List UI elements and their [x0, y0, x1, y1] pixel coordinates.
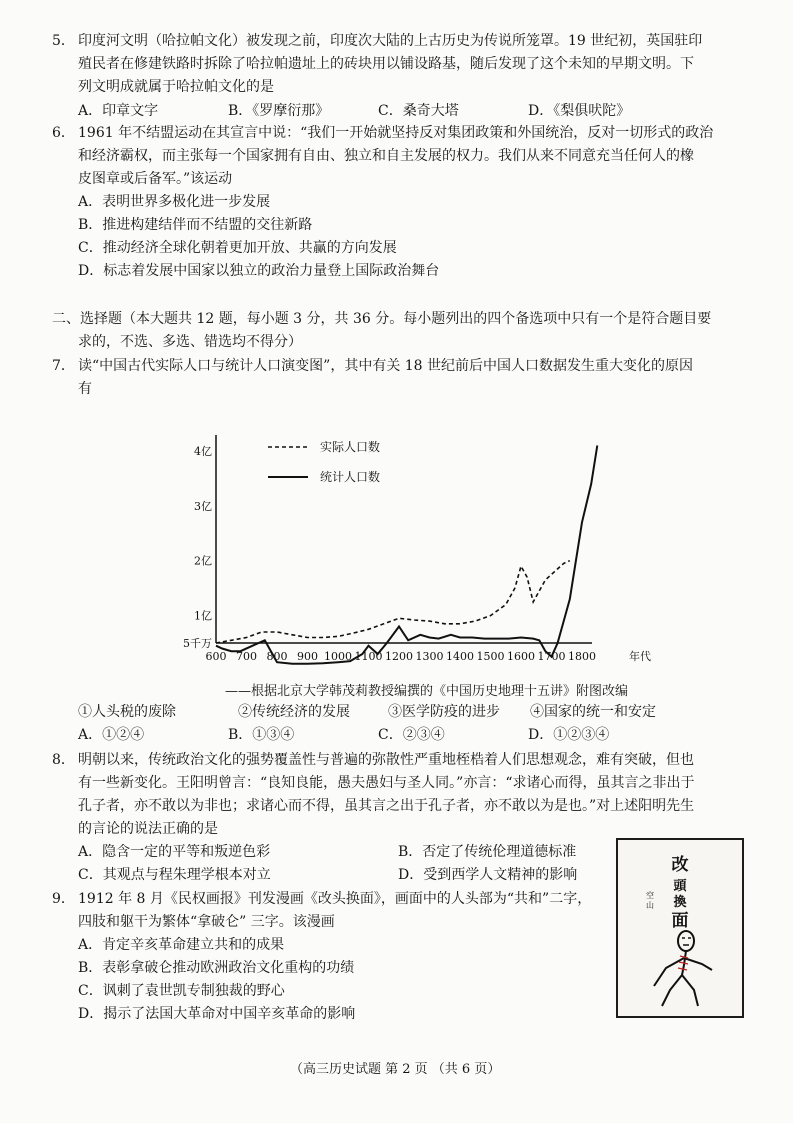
choice-4: ④国家的统一和安定: [530, 704, 656, 720]
legend-label: 实际人口数: [320, 440, 381, 454]
y-tick-label: 3亿: [194, 499, 212, 513]
question-text-line: 读“中国古代实际人口与统计人口演变图”，其中有关 18 世纪前后中国人口数据发生重大变化的原因: [78, 358, 694, 374]
q7-choices: [78, 701, 656, 724]
x-tick-label: 600: [205, 650, 227, 663]
option-b: B．推进构建结伴而不结盟的交往新路: [78, 217, 313, 233]
question-number: 7．: [52, 358, 75, 374]
question-text-line: 1961 年不结盟运动在其宣言中说：“我们一开始就坚持反对集团政策和外国统治，反对一切形式的政治: [78, 125, 714, 141]
chart-axes: [216, 435, 592, 643]
x-tick-label: 1500: [476, 650, 505, 663]
question-text-line: 1912 年 8 月《民权画报》刊发漫画《改头换面》，画面中的人头部为“共和”二字，: [78, 891, 592, 907]
option-d: D．①②③④: [528, 727, 610, 743]
question-text-line: 明朝以来，传统政治文化的强势覆盖性与普遍的弥散性严重地桎梏着人们思想观念，难有突破，但也: [78, 752, 694, 768]
x-tick-label: 1600: [507, 650, 535, 663]
page-footer: （高三历史试题 第 2 页 （共 6 页）: [290, 1062, 501, 1077]
choice-1: ①人头税的废除: [78, 704, 176, 720]
question-text-line: 有: [78, 381, 92, 397]
series-line-statistical: [216, 446, 597, 664]
x-tick-label: 900: [297, 650, 318, 663]
option-d: D．受到西学人文精神的影响: [398, 867, 578, 883]
option-a: A．①②④: [78, 727, 145, 743]
x-tick-label: 1800: [568, 650, 596, 663]
x-tick-label: 1300: [415, 650, 444, 663]
question-number: 6．: [52, 125, 75, 141]
x-tick-label: 700: [236, 650, 257, 663]
cartoon-drawing: [618, 840, 742, 1016]
section-header-line: 二、选择题（本大题共 12 题，每小题 3 分，共 36 分。每小题列出的四个备选项中只有一个是符合题目要: [52, 311, 712, 327]
y-tick-label: 2亿: [194, 554, 212, 568]
question-text-line: 殖民者在修建铁路时拆除了哈拉帕遗址上的砖块用以铺设路基，随后发现了这个未知的早期文明。下: [78, 56, 694, 72]
choice-2: ②传统经济的发展: [238, 704, 350, 720]
cartoon-signature: 空: [646, 891, 654, 900]
option-c: C．推动经济全球化朝着更加开放、共赢的方向发展: [78, 240, 397, 256]
option-a: A．表明世界多极化进一步发展: [78, 194, 271, 210]
option-c: C．桑奇大塔: [378, 103, 459, 119]
question-text-line: 的言论的说法正确的是: [78, 821, 218, 837]
question-text-line: 印度河文明（哈拉帕文化）被发现之前，印度次大陆的上古历史为传说所笼罩。19 世纪初，英国驻印: [78, 33, 703, 49]
question-text-line: 和经济霸权，而主张每一个国家拥有自由、独立和自主发展的权力。我们从来不同意充当任何人的橡: [78, 148, 694, 164]
y-tick-label: 1亿: [194, 609, 212, 623]
option-b: B．《罗摩衍那》: [228, 103, 330, 119]
option-c: C．②③④: [378, 727, 445, 743]
chart-source: ——根据北京大学韩茂莉教授编撰的《中国历史地理十五讲》附图改编: [225, 684, 629, 699]
question-text-line: 列文明成就属于哈拉帕文化的是: [78, 79, 274, 95]
x-tick-label: 1200: [385, 650, 413, 663]
chart-series: [216, 446, 597, 664]
question-text-line: 孔子者，亦不敢以为非也；求诸心而不得，虽其言之出于孔子者，亦不敢以为是也。”对上述阳明先生: [78, 798, 695, 814]
x-tick-label: 1400: [446, 650, 474, 663]
question-number: 9．: [52, 891, 75, 907]
x-tick-label: 1700: [537, 650, 566, 663]
question-number: 5．: [52, 33, 75, 49]
option-d: D．标志着发展中国家以独立的政治力量登上国际政治舞台: [78, 263, 440, 279]
section-header: [52, 308, 711, 354]
y-tick-label: 5千万: [183, 637, 212, 650]
cartoon-image: [616, 838, 744, 1018]
option-a: A．肯定辛亥革命建立共和的成果: [78, 937, 285, 953]
cartoon-title: 改: [671, 855, 689, 875]
option-b: B．①③④: [228, 727, 295, 743]
series-line-actual: [216, 561, 570, 643]
x-tick-label: 1100: [354, 650, 383, 663]
options-row: [78, 100, 752, 123]
x-axis-label: 年代: [629, 650, 651, 663]
question-5: [52, 30, 752, 123]
legend-label: 统计人口数: [320, 470, 381, 484]
option-b: B．否定了传统伦理道德标准: [398, 844, 577, 860]
section-header-line: 求的，不选、多选、错选均不得分）: [78, 334, 302, 350]
cartoon-title: 頭: [673, 879, 687, 894]
x-tick-label: 1000: [324, 650, 352, 663]
cartoon-title: 換: [673, 895, 687, 910]
chart-ticks: [183, 445, 651, 663]
question-7: [52, 355, 752, 401]
cartoon-title: 面: [671, 911, 689, 931]
question-text-line: 四肢和躯干为繁体“拿破仑” 三字。该漫画: [78, 914, 335, 930]
y-tick-label: 4亿: [194, 444, 212, 458]
question-text-line: 皮图章或后备军。”该运动: [78, 171, 233, 187]
question-number: 8．: [52, 752, 75, 768]
chart-legend: [268, 439, 380, 484]
question-text-line: 有一些新变化。王阳明曾言：“良知良能，愚夫愚妇与圣人同。”亦言：“求诸心而得，虽其言之非出于: [78, 775, 695, 791]
option-c: C．其观点与程朱理学根本对立: [78, 867, 271, 883]
choice-3: ③医学防疫的进步: [388, 704, 500, 720]
option-c: C．讽刺了袁世凯专制独裁的野心: [78, 983, 285, 999]
cartoon-signature: 山: [646, 901, 654, 910]
option-b: B．表彰拿破仑推动欧洲政治文化重构的功绩: [78, 960, 355, 976]
x-tick-label: 800: [266, 650, 288, 663]
q7-options: [78, 724, 678, 747]
option-a: A．隐含一定的平等和叛逆色彩: [78, 844, 271, 860]
option-a: A．印章文字: [78, 103, 159, 119]
population-chart: [180, 425, 680, 670]
option-d: D．《梨俱吠陀》: [528, 103, 631, 119]
question-6: [52, 122, 752, 283]
option-d: D．揭示了法国大革命对中国辛亥革命的影响: [78, 1006, 356, 1022]
